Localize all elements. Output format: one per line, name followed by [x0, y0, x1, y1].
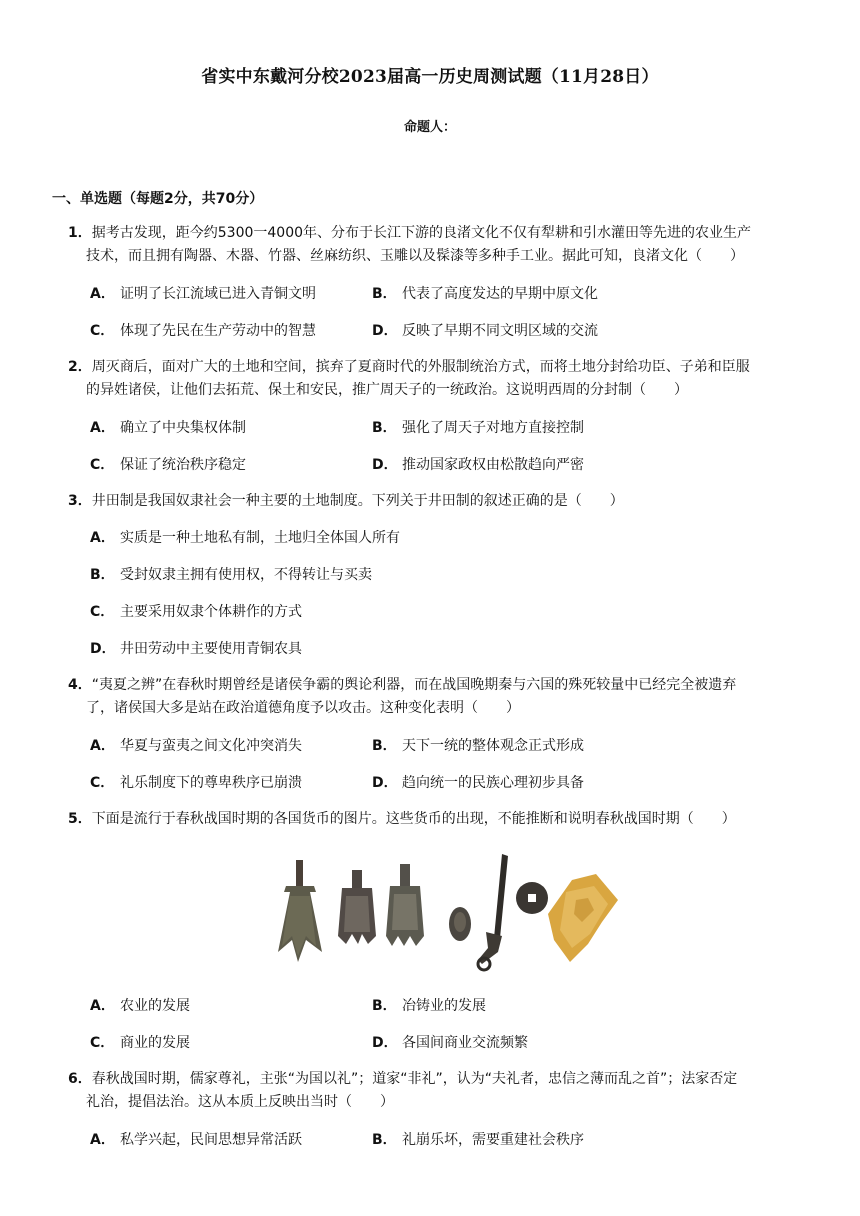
question-stem: 下面是流行于春秋战国时期的各国货币的图片。这些货币的出现，不能推断和说明春秋战国时期（ ） — [91, 811, 736, 827]
option-b[interactable]: B． 天下一统的整体观念正式形成 — [372, 738, 584, 754]
question-2 — [68, 356, 810, 402]
option-a[interactable]: A． 实质是一种土地私有制，土地归全体国人所有 — [90, 530, 400, 546]
option-b[interactable]: B． 代表了高度发达的早期中原文化 — [372, 286, 598, 302]
option-a[interactable]: A． 确立了中央集权体制 — [90, 420, 246, 436]
section-heading: 一、单选题（每题2分，共70分） — [52, 191, 264, 207]
hollow-spade-coin-icon — [338, 870, 376, 944]
question-stem: 据考古发现，距今约5300一4000年、分布于长江下游的良渚文化不仅有犁耕和引水灌田等先进的农业生产 — [91, 225, 752, 241]
option-b[interactable]: B． 冶铸业的发展 — [372, 998, 486, 1014]
option-b[interactable]: B． 受封奴隶主拥有使用权，不得转让与买卖 — [90, 567, 372, 583]
option-b[interactable]: B． 礼崩乐坏，需要重建社会秩序 — [372, 1132, 584, 1148]
option-c[interactable]: C． 商业的发展 — [90, 1035, 190, 1051]
question-number: 3． — [68, 493, 92, 509]
option-c[interactable]: C． 体现了先民在生产劳动中的智慧 — [90, 323, 316, 339]
question-number: 2． — [68, 359, 92, 375]
option-d[interactable]: D． 反映了早期不同文明区域的交流 — [372, 323, 598, 339]
author-line: 命题人： — [403, 120, 456, 135]
option-c[interactable]: C． 礼乐制度下的尊卑秩序已崩溃 — [90, 775, 302, 791]
question-stem-cont: 的异姓诸侯，让他们去拓荒、保土和安民，推广周天子的一统政治。这说明西周的分封制（ ） — [86, 382, 688, 398]
option-b[interactable]: B． 强化了周天子对地方直接控制 — [372, 420, 584, 436]
option-c[interactable]: C． 主要采用奴隶个体耕作的方式 — [90, 604, 302, 620]
question-stem: “夷夏之辨”在春秋时期曾经是诸侯争霸的舆论利器，而在战国晚期秦与六国的殊死较量中已经完全被遗弃 — [91, 677, 737, 693]
question-stem: 春秋战国时期，儒家尊礼，主张“为国以礼”；道家“非礼”，认为“夫礼者，忠信之薄而乱之首”；法家否定 — [91, 1071, 738, 1087]
question-number: 4． — [68, 677, 92, 693]
option-d[interactable]: D． 推动国家政权由松散趋向严密 — [372, 457, 584, 473]
question-stem: 周灭商后，面对广大的土地和空间，摈弃了夏商时代的外服制统治方式，而将土地分封给功臣、子弟和臣服 — [91, 359, 750, 375]
question-stem-cont: 礼治，提倡法治。这从本质上反映出当时（ ） — [86, 1094, 394, 1110]
option-a[interactable]: A． 华夏与蛮夷之间文化冲突消失 — [90, 738, 302, 754]
question-number: 6． — [68, 1071, 92, 1087]
question-1 — [68, 222, 810, 268]
question-number: 5． — [68, 811, 92, 827]
option-d[interactable]: D． 井田劳动中主要使用青铜农具 — [90, 641, 302, 657]
option-a[interactable]: A． 农业的发展 — [90, 998, 190, 1014]
question-stem: 井田制是我国奴隶社会一种主要的土地制度。下列关于井田制的叙述正确的是（ ） — [91, 493, 624, 509]
knife-coin-icon — [478, 854, 508, 970]
question-number: 1． — [68, 225, 92, 241]
option-c[interactable]: C． 保证了统治秩序稳定 — [90, 457, 246, 473]
ancient-coins-image — [276, 852, 624, 974]
question-stem-cont: 技术，而且拥有陶器、木器、竹器、丝麻纺织、玉雕以及髹漆等多种手工业。据此可知，良渚文化（ ） — [86, 248, 744, 264]
question-6 — [68, 1068, 810, 1114]
question-stem-cont: 了，诸侯国大多是站在政治道德角度予以攻击。这种变化表明（ ） — [86, 700, 520, 716]
page-title: 省实中东戴河分校2023届高一历史周测试题（11月28日） — [201, 67, 659, 87]
option-d[interactable]: D． 各国间商业交流频繁 — [372, 1035, 528, 1051]
round-coin-icon — [516, 882, 548, 914]
option-d[interactable]: D． 趋向统一的民族心理初步具备 — [372, 775, 584, 791]
question-3 — [68, 490, 810, 513]
gold-ingot-icon — [548, 874, 618, 962]
option-a[interactable]: A． 私学兴起，民间思想异常活跃 — [90, 1132, 302, 1148]
question-5 — [68, 808, 810, 831]
question-4 — [68, 674, 810, 720]
pointed-spade-coin-icon — [386, 864, 424, 946]
option-a[interactable]: A． 证明了长江流域已进入青铜文明 — [90, 286, 316, 302]
spade-coin-icon — [278, 860, 322, 962]
ant-nose-coin-icon — [449, 907, 471, 941]
